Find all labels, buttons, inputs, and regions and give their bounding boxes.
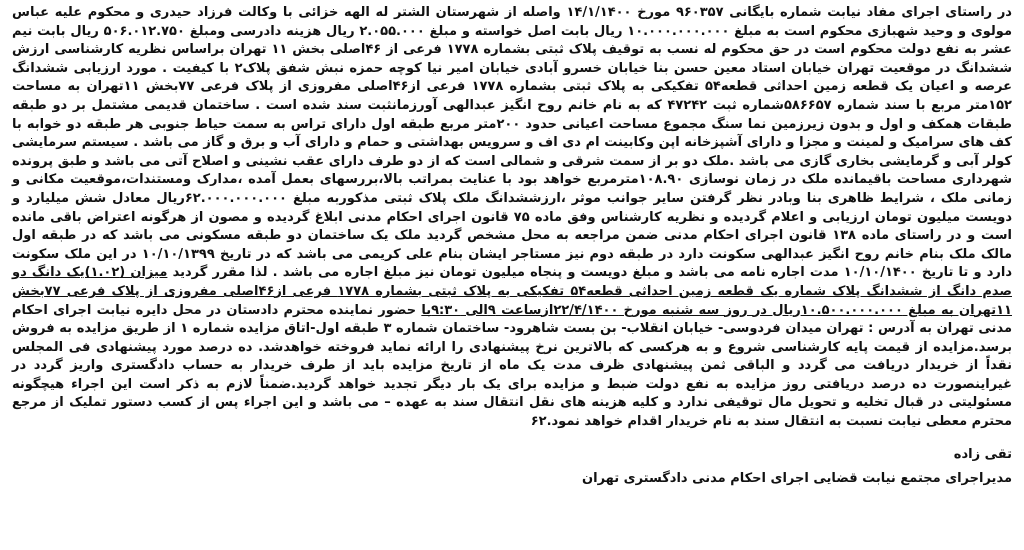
signatory-name: تقی زاده	[953, 446, 1012, 462]
signature-block	[12, 446, 1012, 488]
notice-body-underlined: میزان (۱.۰۲)یک دانگ دو صدم دانگ از ششدانگ پلاک شماره یک قطعه زمین احداثی قطعه۵۴ تفکیکی به پلاک ثبتی بشماره ۱۷۷۸ فرعی از۴۶اصلی مفروزی از پلاک فرعی ۷۷بخش ۱۱تهران به مبلغ ۱۰.۵۰۰.۰۰۰.۰۰۰ریال در روز سه شنبه مورخ ۲۲/۴/۱۴۰۰ازساعت ۹الی ۹:۳۰با	[12, 265, 1012, 318]
signatory-title: مدیراجرای مجتمع نیابت قضایی اجرای احکام مدنی دادگستری تهران	[582, 470, 1012, 486]
notice-body-part1: در راستای اجرای مفاد نیابت شماره بایگانی ۹۶۰۳۵۷ مورخ ۱۴/۱/۱۴۰۰ واصله از شهرستان الشتر له الهه خزائی با وکالت فرزاد حیدری و محکوم علیه عباس مولوی و وحید شهبازی محکوم است به مبلغ ۱۰.۰۰۰.۰۰۰.۰۰۰ ریال بابت اصل خواسته و مبلغ ۲.۰۵۵.۰۰۰ ریال هزینه دادرسی ومبلغ ۵۰۶.۰۱۲.۷۵۰ ریال بابت نیم عشر به نفع دولت محکوم است در حق محکوم له نسب به توقیف پلاک ثبتی بشماره ۱۷۷۸ فرعی از ۴۶اصلی بخش ۱۱ تهران براساس نظریه کارشناسی ارزش ششدانگ در موقعیت تهران خیابان استاد معین حسن بنا خیابان خسرو آبادی خیابان امیر نیا کوچه حمزه نبش شفق پلاک۲ با کیفیت . مورد ارزیابی ششدانگ عرصه و اعیان یک قطعه زمین احداثی قطعه۵۴ تفکیکی به پلاک ثبتی بشماره ۱۷۷۸ فرعی از۴۶اصلی مفروزی از پلاک فرعی ۷۷بخش ۱۱تهران به مساحت ۱۵۲متر مربع با سند شماره ۵۸۶۶۵۷شماره ثبت ۴۷۲۴۲ که به نام خانم روح انگیز عبدالهی آورزمانثبت سند شده است . ساختمان قدیمی مشتمل بر دو طبقه طبقات همکف و اول و بدون زیرزمین نما سنگ مجموع مساحت اعیانی حدود ۲۰۰متر مربع طبقه اول دارای تراس به سمت حیاط جنوبی هر طبقه دو خوابه با کف های سرامیک و لمینت و مجزا و دارای آشپزخانه اپن وکابینت ام دی اف و سرویس بهداشتی و حمام و دارای آب و برق و گاز می باشد . سیستم سرمایشی کولر آبی و گرمایشی بخاری گازی می باشد .ملک دو بر از سمت شرقی و شمالی است که از دو طرف دارای عقب نشینی و اصلاح آتی می باشد و طبق پرونده شهرداری مساحت باقیمانده ملک در زمان نوسازی ۱۰۸.۹۰مترمربع خواهد بود با عنایت بمراتب بالا،بررسهای بعمل آمده ،مدارک ومستندات،موقعیت مکانی و زمانی ملک ، شرایط ظاهری بنا وبادر نظر گرفتن سایر جوانب موثر ،ارزششدانگ ملک پلاک ثبتی مذکوربه مبلغ ۶۲.۰۰۰.۰۰۰.۰۰۰ریال معادل شش میلیارد و دویست میلیون تومان ارزیابی و اعلام گردیده و نظریه کارشناس وفق ماده ۷۵ قانون اجرای احکام مدنی ابلاغ گردیده و مصون از هرگونه اعتراض باقی مانده است و در راستای ماده ۱۳۸ قانون اجرای احکام مدنی ضمن مراجعه به محل مشخص گردید ملک یک ساختمان دو طبقه مسکونی می باشد که در طبقه اول مالک ملک بنام خانم روح انگیز عبدالهی سکونت دارد در طبقه دوم نیز مستاجر ایشان بنام علی کریمی می باشد که در تاریخ ۱۰/۱۰/۱۳۹۹ در این ملک سکونت دارد و تا تاریخ ۱۰/۱۰/۱۴۰۰ مدت اجاره نامه می باشد و مبلغ دویست و پنجاه میلیون تومان نیز مبلغ اجاره می باشد . لذا مقرر گردید	[12, 5, 1013, 281]
notice-body-part2: حضور نماینده محترم دادستان در محل دایره نیابت اجرای احکام مدنی تهران به آدرس : تهران میدان فردوسی- خیابان انقلاب- بن بست شاهرود- ساختمان شماره ۳ طبقه اول-اتاق مزایده شماره ۱ از طریق مزایده به فروش برسد.مزایده از قیمت پایه کارشناسی شروع و به هرکسی که بالاترین نرخ پیشنهادی را ارائه نماید فروخته خواهدشد. ده درصد مورد پیشنهادی فی المجلس نقداً از خریدار دریافت می گردد و الباقی ثمن پیشنهادی ظرف مدت یک ماه از تاریخ مزایده باید از طرف خریدار به حساب دادگستری واریز گردد در غیراینصورت ده درصد دریافتی روز مزایده به نفع دولت ضبط و مزایده برای یک بار دیگر تجدید خواهد گردید.ضمناً لازم به ذکر است این اجراء هیچگونه مسئولیتی در قبال تخلیه و تحویل مال توقیفی ندارد و کلیه هزینه های نقل انتقال سند به عهده – می باشد و این اجراء پس از کسب دستور تملیک از مرجع محترم معطی نیابت نسبت به انتقال سند به نام خریدار اقدام خواهد نمود.۶۲	[12, 302, 1012, 430]
notice-body	[12, 4, 1012, 432]
